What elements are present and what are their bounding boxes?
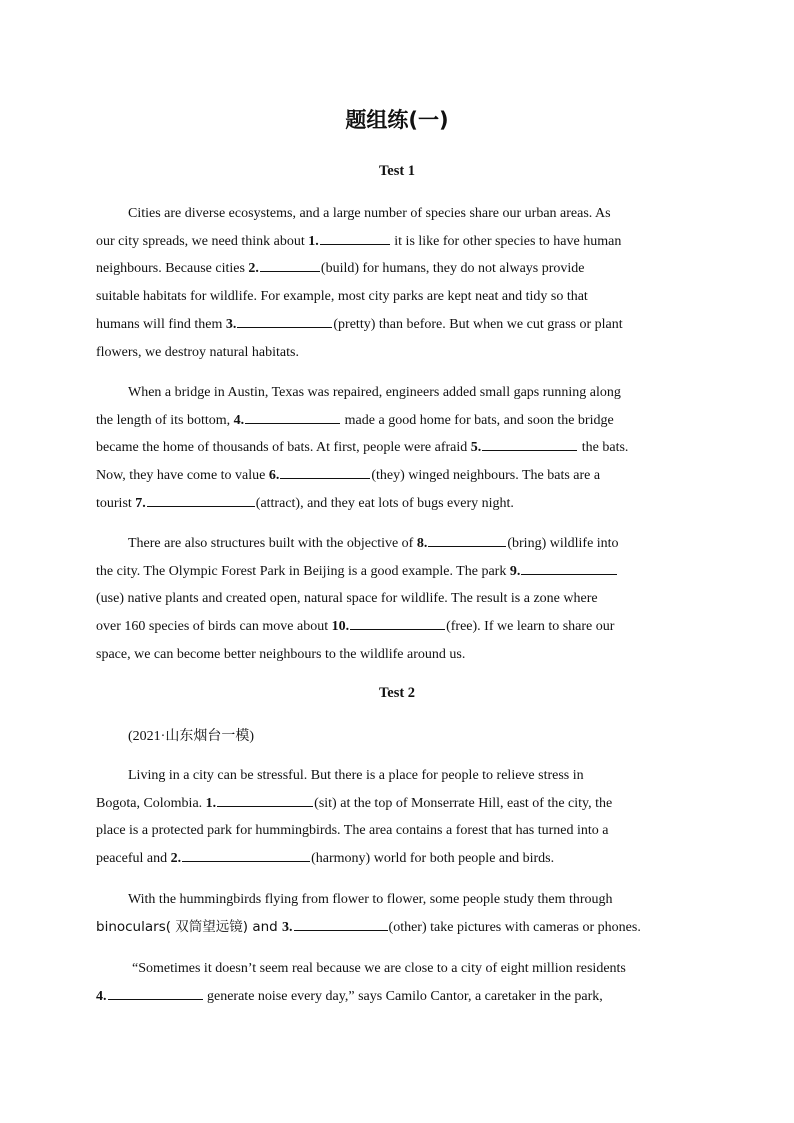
answer-blank-10[interactable]	[350, 615, 445, 630]
text-line: flowers, we destroy natural habitats.	[96, 344, 299, 360]
question-number: 1.	[308, 233, 319, 249]
page-title: 题组练(一)	[345, 108, 449, 132]
text-line: place is a protected park for hummingbirds. The area contains a forest that has turned into a	[96, 823, 609, 839]
test-2-paragraph-3	[96, 955, 693, 1010]
question-number: 5.	[470, 440, 482, 456]
answer-blank-t2-1[interactable]	[217, 792, 313, 807]
test-1-paragraph-2	[96, 379, 693, 518]
text-line: over 160 species of birds can move about 10. (free). If we learn to share our	[96, 613, 693, 641]
text-line: Cities are diverse ecosystems, and a large number of species share our urban areas. As	[128, 206, 611, 221]
question-number: 6.	[268, 468, 280, 484]
text-line: With the hummingbirds flying from flower to flower, some people study them through	[128, 892, 613, 907]
question-number: 3.	[282, 919, 293, 935]
text-line: peaceful and 2. (harmony) world for both people and birds.	[96, 845, 693, 873]
answer-blank-t2-2[interactable]	[182, 847, 310, 862]
question-number: 10.	[331, 619, 350, 635]
test-2-heading: Test 2	[378, 685, 416, 701]
answer-blank-7[interactable]	[147, 492, 255, 507]
answer-blank-4[interactable]	[245, 409, 340, 424]
question-number: 2.	[170, 851, 182, 867]
text-line: 4. generate noise every day,” says Camilo Cantor, a caretaker in the park,	[96, 983, 693, 1011]
text-line: Now, they have come to value 6. (they) winged neighbours. The bats are a	[96, 462, 693, 490]
question-number: 1.	[205, 795, 217, 811]
answer-blank-5[interactable]	[482, 436, 577, 451]
answer-blank-t2-4[interactable]	[108, 985, 203, 1000]
question-number: 8.	[416, 536, 428, 551]
question-number: 4.	[233, 412, 245, 428]
text-line: Living in a city can be stressful. But there is a place for people to relieve stress in	[128, 768, 584, 783]
text-line: the length of its bottom, 4. made a good home for bats, and soon the bridge	[96, 407, 693, 435]
text-line: Bogota, Colombia. 1. (sit) at the top of Monserrate Hill, east of the city, the	[96, 790, 693, 818]
test-1-paragraph-1	[96, 200, 693, 366]
text-line: (use) native plants and created open, natural space for wildlife. The result is a zone where	[96, 591, 598, 607]
text-line: space, we can become better neighbours to the wildlife around us.	[96, 646, 466, 662]
text-line: When a bridge in Austin, Texas was repaired, engineers added small gaps running along	[128, 385, 621, 400]
text-line: There are also structures built with the objective of 8. (bring) wildlife into	[96, 530, 693, 558]
test-2-paragraph-1	[96, 762, 693, 873]
question-number: 3.	[225, 316, 237, 332]
test-1-paragraph-3	[96, 530, 693, 669]
answer-blank-8[interactable]	[428, 532, 506, 547]
text-line: the city. The Olympic Forest Park in Beijing is a good example. The park 9.	[96, 558, 693, 586]
answer-blank-6[interactable]	[280, 464, 370, 479]
text-line: neighbours. Because cities 2. (build) for humans, they do not always provide	[96, 255, 693, 283]
answer-blank-1[interactable]	[320, 230, 390, 245]
question-number: 9.	[509, 563, 521, 579]
text-line: suitable habitats for wildlife. For example, most city parks are kept neat and tidy so that	[96, 289, 588, 305]
text-line: became the home of thousands of bats. At first, people were afraid 5. the bats.	[96, 434, 693, 462]
text-line: tourist 7. (attract), and they eat lots of bugs every night.	[96, 490, 693, 518]
question-number: 7.	[135, 495, 146, 511]
answer-blank-9[interactable]	[521, 560, 617, 575]
text-line: our city spreads, we need think about 1. it is like for other species to have human	[96, 228, 693, 256]
source-note: (2021·山东烟台一模)	[128, 729, 254, 744]
text-line: binoculars( 双筒望远镜) and 3. (other) take pictures with cameras or phones.	[96, 914, 693, 942]
question-number: 4.	[96, 988, 107, 1004]
text-line: “Sometimes it doesn’t seem real because we are close to a city of eight million residents	[132, 961, 626, 976]
answer-blank-2[interactable]	[260, 257, 320, 272]
answer-blank-3[interactable]	[237, 313, 332, 328]
question-number: 2.	[248, 261, 259, 277]
test-2-paragraph-2	[96, 886, 693, 941]
text-line: humans will find them 3. (pretty) than before. But when we cut grass or plant	[96, 311, 693, 339]
test-1-heading: Test 1	[378, 163, 416, 179]
answer-blank-t2-3[interactable]	[294, 916, 388, 931]
